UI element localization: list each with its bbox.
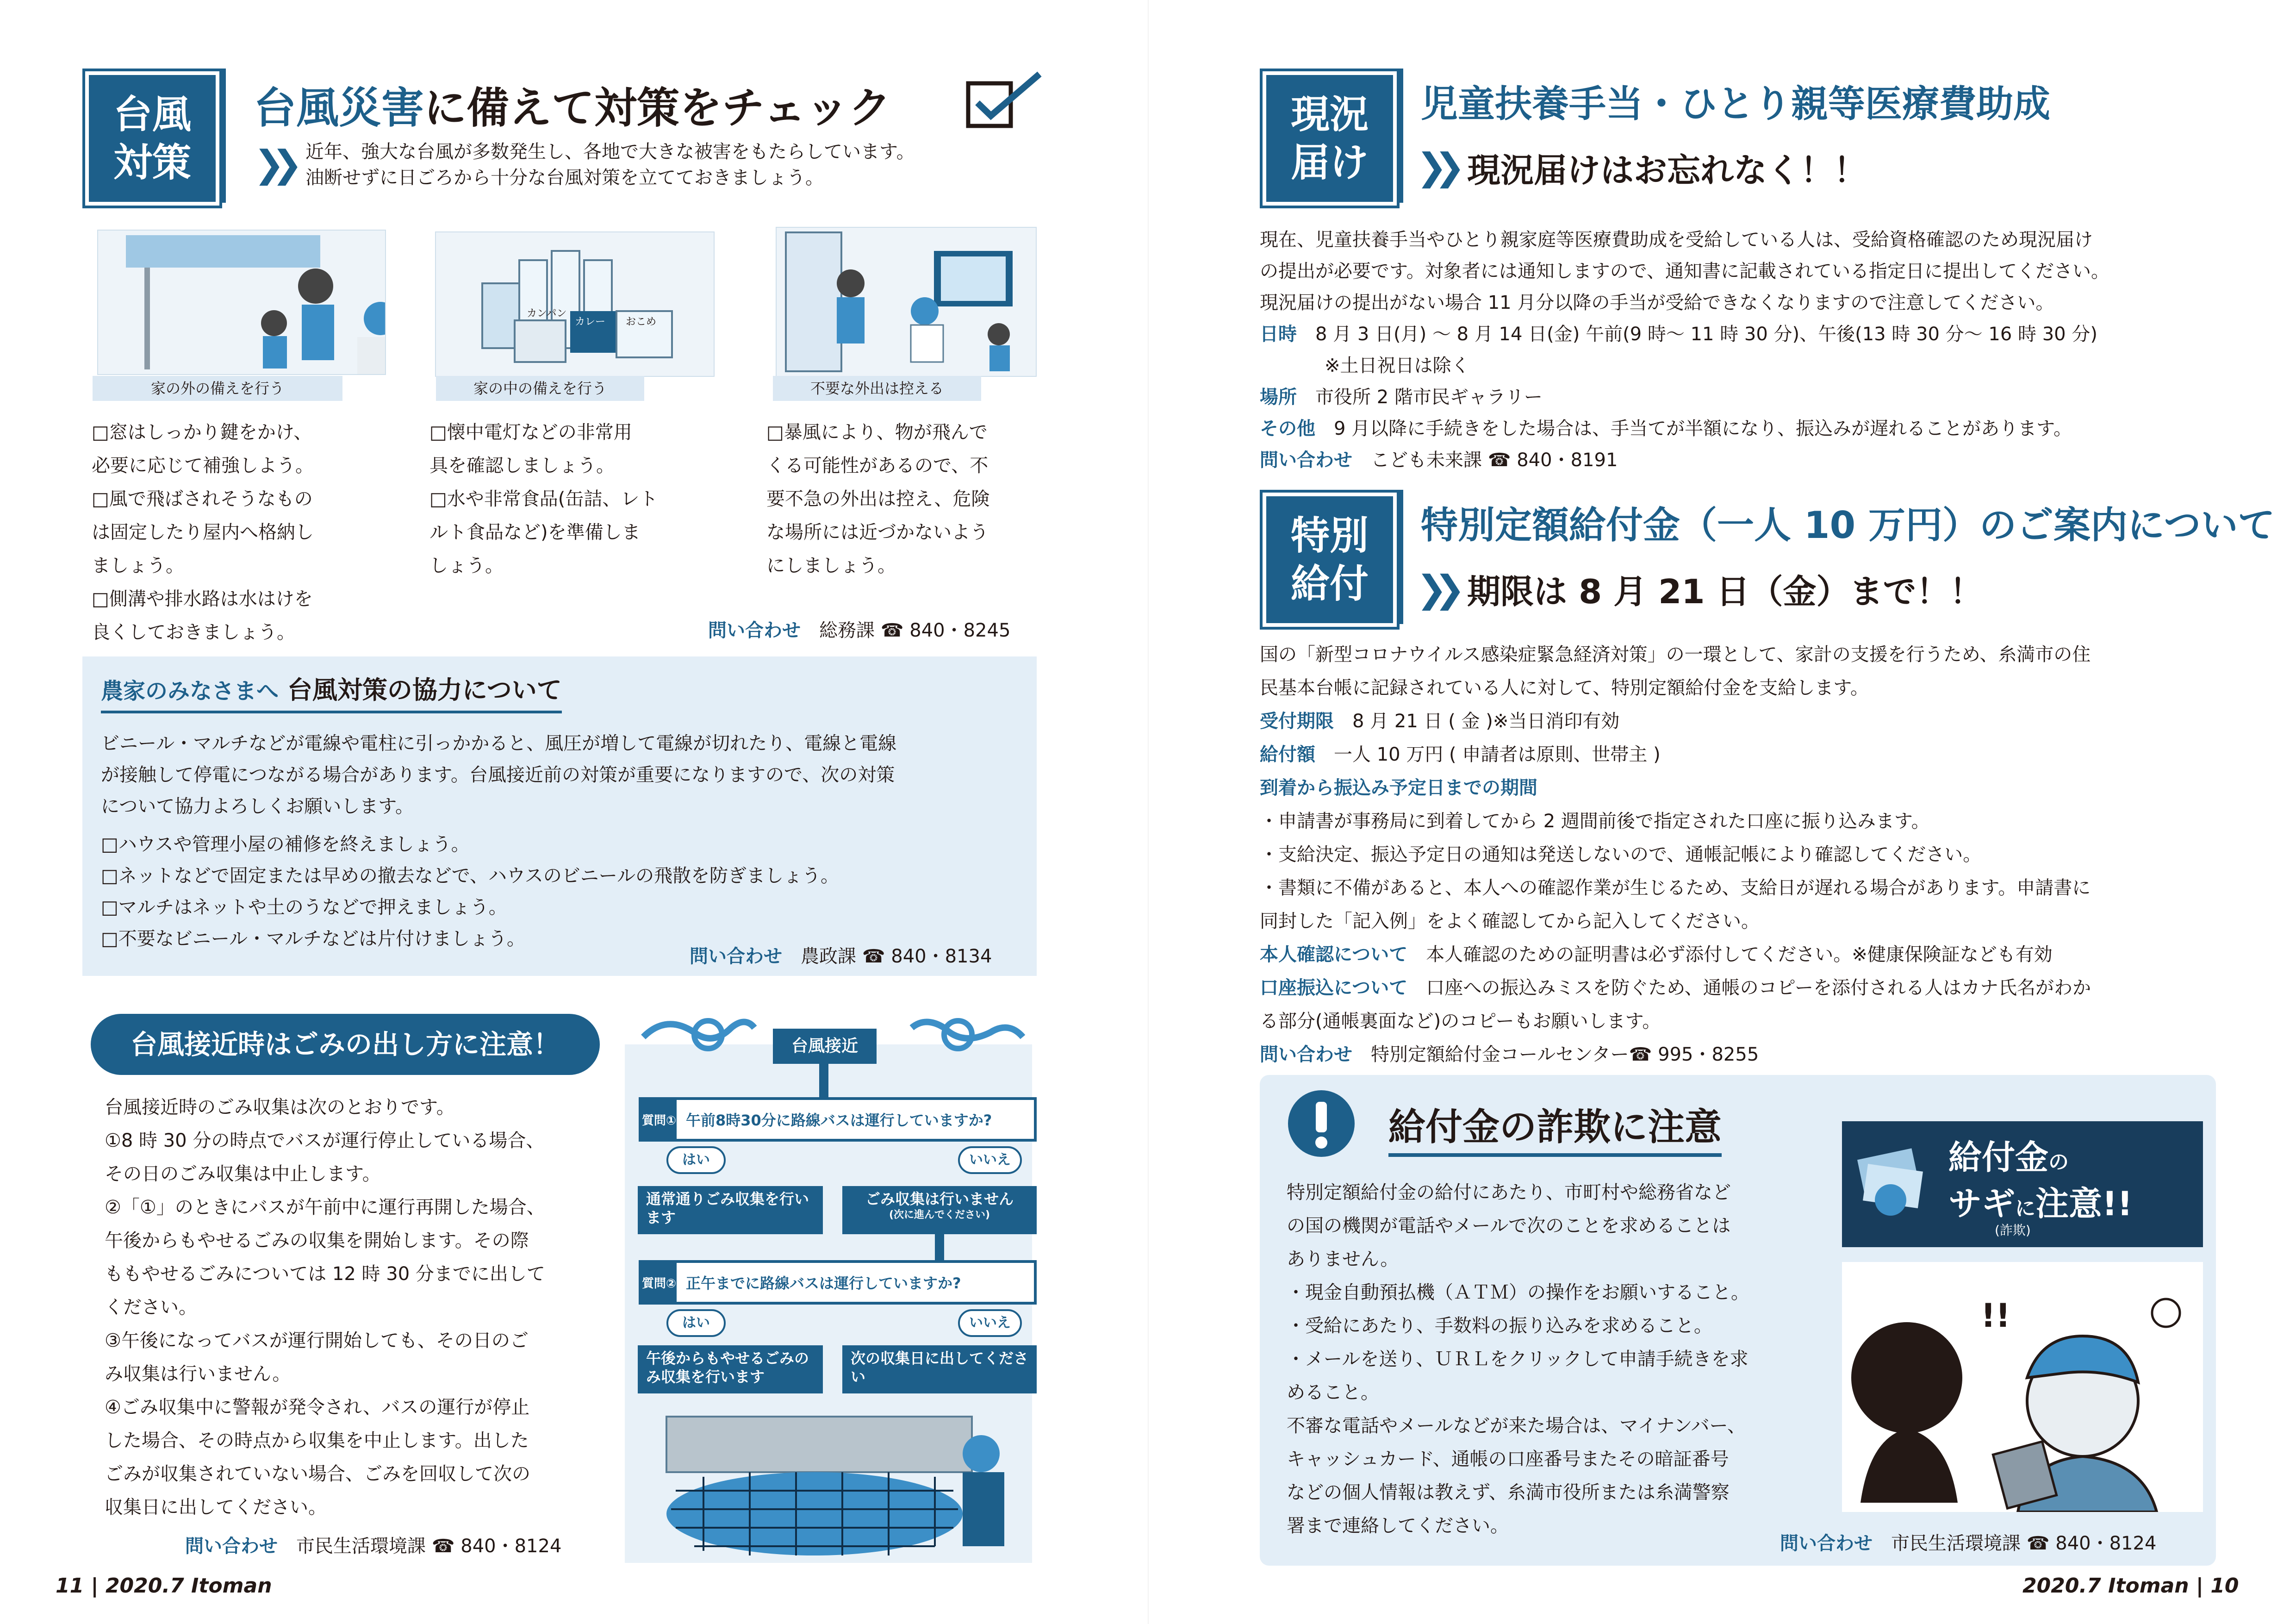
- farm-title: 農家のみなさまへ 台風対策の協力について: [101, 670, 562, 713]
- fraud-warning-sign: 給付金の サギに注意!! (詐欺): [1842, 1121, 2203, 1247]
- svg-text:カレー: カレー: [575, 316, 606, 328]
- garbage-contact: 問い合わせ 市民生活環境課 ☎ 840・8124: [185, 1536, 562, 1557]
- wind-swirl-icon: [907, 1009, 1027, 1060]
- benefit-body: 国の「新型コロナウイルス感染症緊急経済対策」の一環として、家計の支援を行うため、糸満市の住 民基本台帳に記録されている人に対して、特別定額給付金を支給します。: [1260, 644, 2091, 699]
- page-gutter: [1148, 0, 1149, 1624]
- farm-checklist: □ハウスや管理小屋の補修を終えましょう。 □ネットなどで固定または早めの撤去などで、ハウスのビニールの飛散を防ぎましょう。 □マルチはネットや土のうなどで押えましょう。 □不要なビニール・マルチなどは片付けましょう。: [101, 834, 839, 949]
- farm-contact: 問い合わせ 農政課 ☎ 840・8134: [690, 946, 992, 967]
- chevron-icon: ❯❯: [1416, 568, 1453, 611]
- flow-answer-1-yes: 通常通りごみ収集を行います: [638, 1186, 823, 1234]
- badge-stripe: [1398, 69, 1403, 203]
- illustration-inside: [435, 231, 715, 377]
- checklist-stay-home: □暴風により、物が飛んで くる可能性があるので、不 要不急の外出は控え、危険 な場所には近づかないよう にしましょう。: [766, 422, 990, 576]
- typhoon-intro: 近年、強大な台風が多数発生し、各地で大きな被害をもたらしています。 油断せずに日ごろから十分な台風対策を立てておきましょう。: [305, 141, 915, 188]
- flow-no-1: いいえ: [958, 1146, 1022, 1174]
- flow-question-2: 質問② 正午までに路線バスは運行していますか?: [639, 1260, 1037, 1305]
- section-badge-benefit: 特別 給付: [1260, 490, 1400, 630]
- illustration-outside: [97, 230, 386, 375]
- flow-arrow: [819, 1064, 828, 1097]
- badge-stripe: [1398, 490, 1403, 624]
- svg-text:!!: !!: [1981, 1297, 2010, 1335]
- caption-stay-home: 不要な外出は控える: [773, 376, 981, 401]
- flow-yes-2: はい: [666, 1309, 726, 1337]
- flow-answer-2-no: 次の収集日に出してください: [842, 1345, 1037, 1393]
- fraud-contact: 問い合わせ 市民生活環境課 ☎ 840・8124: [1780, 1533, 2157, 1554]
- flow-answer-1-no: ごみ収集は行いません (次に進んでください): [842, 1186, 1037, 1234]
- child-body: 現在、児童扶養手当やひとり親家庭等医療費助成を受給している人は、受給資格確認のため現況届け の提出が必要です。対象者には通知しますので、通知書に記載されている指定日に提出してください。 現況届けの提出がない場合 11 月分以降の手当が受給できなくなりますので注意してください。: [1260, 229, 2109, 313]
- fraud-title: 給付金の詐欺に注意: [1388, 1097, 1722, 1157]
- flow-arrow: [935, 1234, 944, 1260]
- checklist-outside: □窓はしっかり鍵をかけ、 必要に応じて補強しよう。 □風で飛ばされそうなもの は固定したり屋内へ格納し ましょう。 □側溝や排水路は水はけを 良くしておきましょう。: [92, 422, 314, 643]
- flow-answer-2-yes: 午後からもやせるごみのみ収集を行います: [638, 1345, 823, 1393]
- footer-left: 11 | 2020.7 Itoman: [56, 1574, 272, 1598]
- chevron-icon: ❯❯: [1416, 145, 1453, 188]
- child-title: 児童扶養手当・ひとり親等医療費助成: [1421, 82, 2050, 125]
- svg-text:カンパン: カンパン: [527, 308, 567, 319]
- caption-inside: 家の中の備えを行う: [436, 376, 644, 401]
- child-details: 日時 8 月 3 日(月) 〜 8 月 14 日(金) 午前(9 時〜 11 時 30 分)、午後(13 時 30 分〜 16 時 30 分) ※土日祝日は除く 場所 市役所 2 階市民ギャラリー その他 9 月以降に手続きをした場合は、手当てが半額になり、振込みが遅れることがあります。 問い合わせ こども未来課 ☎ 840・8191: [1260, 324, 2097, 471]
- chevron-icon: ❯❯: [254, 143, 290, 186]
- illustration-stay-home: [776, 227, 1037, 377]
- section-badge-typhoon: 台風 対策: [82, 69, 222, 208]
- flow-question-1: 質問① 午前8時30分に路線バスは運行していますか?: [639, 1097, 1037, 1142]
- wind-swirl-icon: [639, 1009, 759, 1060]
- footer-right: 2020.7 Itoman | 10: [2022, 1574, 2239, 1598]
- flow-no-2: いいえ: [958, 1309, 1022, 1337]
- section-badge-report: 現況 届け: [1260, 69, 1400, 208]
- caption-outside: 家の外の備えを行う: [93, 376, 342, 401]
- benefit-details: 受付期限 8 月 21 日 ( 金 )※当日消印有効 給付額 一人 10 万円 ( 申請者は原則、世帯主 ) 到着から振込み予定日までの期間 ・申請書が事務局に到着してから 2 週間前後で指定された口座に振り込みます。 ・支給決定、振込予定日の通知は発送しないので、通帳記帳により確認してください。 ・書類に不備があると、本人への確認作業が生じるため、支給日が遅れる場合があります。申請書に 同封した「記入例」をよく確認してから記入してください。 本人確認について 本人確認のための証明書は必ず添付してください。※健康保険証なども有効 口座振込について 口座への振込みミスを防ぐため、通帳のコピーを添付される人はカナ氏名がわか る部分(通帳裏面など)のコピーもお願いします。 問い合わせ 特別定額給付金コールセンター☎ 995・8255: [1260, 711, 2091, 1065]
- svg-text:おこめ: おこめ: [626, 316, 657, 328]
- typhoon-contact: 問い合わせ 総務課 ☎ 840・8245: [708, 620, 1011, 641]
- typhoon-title: 台風災害に備えて対策をチェック: [254, 83, 891, 133]
- fraud-illustration: [1842, 1262, 2203, 1512]
- garbage-body: 台風接近時のごみ収集は次のとおりです。 ①8 時 30 分の時点でバスが運行停止している場合、 その日のごみ収集は中止します。 ②「①」のときにバスが午前中に運行再開した場合、 午後からもやせるごみの収集を開始します。その際 ももやせるごみについては 12 時 30 分までに出して ください。 ③午後になってバスが運行開始しても、その日のご み収集は行いません。 ④ごみ収集中に警報が発令され、バスの運行が停止 した場合、その時点から収集を中止します。出した ごみが収集されていない場合、ごみを回収して次の 収集日に出してください。: [105, 1097, 545, 1518]
- badge-stripe: [220, 69, 226, 203]
- money-icon: [1851, 1140, 1930, 1223]
- checkbox-check-icon: [965, 69, 1044, 130]
- benefit-subtitle: 期限は 8 月 21 日（金）まで！！: [1467, 572, 1983, 611]
- checklist-inside: □懐中電灯などの非常用 具を確認しましょう。 □水や非常食品(缶詰、レト ルト食品など)を準備しま しょう。: [429, 422, 658, 576]
- farm-body: ビニール・マルチなどが電線や電柱に引っかかると、風圧が増して電線が切れたり、電線と電線 が接触して停電につながる場合があります。台風接近前の対策が重要になりますので、次の対策 について協力よろしくお願いします。: [101, 733, 897, 817]
- garbage-title: 台風接近時はごみの出し方に注意！: [91, 1014, 600, 1075]
- flow-start: 台風接近: [773, 1029, 877, 1064]
- fraud-body: 特別定額給付金の給付にあたり、市町村や総務省など の国の機関が電話やメールで次のことを求めることは ありません。 ・現金自動預払機（ＡＴＭ）の操作をお願いすること。 ・受給にあたり、手数料の振り込みを求めること。 ・メールを送り、ＵＲＬをクリックして申請手続きを求 めること。 不審な電話やメールなどが来た場合は、マイナンバー、 キャッシュカード、通帳の口座番号またその暗証番号 などの個人情報は教えず、糸満市役所または糸満警察 署まで連絡してください。: [1287, 1182, 1749, 1537]
- benefit-title: 特別定額給付金（一人 10 万円）のご案内について: [1421, 504, 2275, 547]
- flow-yes-1: はい: [666, 1146, 726, 1174]
- exclamation-icon: [1287, 1089, 1356, 1158]
- garbage-net-illustration: [657, 1412, 1027, 1560]
- child-subtitle: 現況届けはお忘れなく！！: [1467, 151, 1867, 190]
